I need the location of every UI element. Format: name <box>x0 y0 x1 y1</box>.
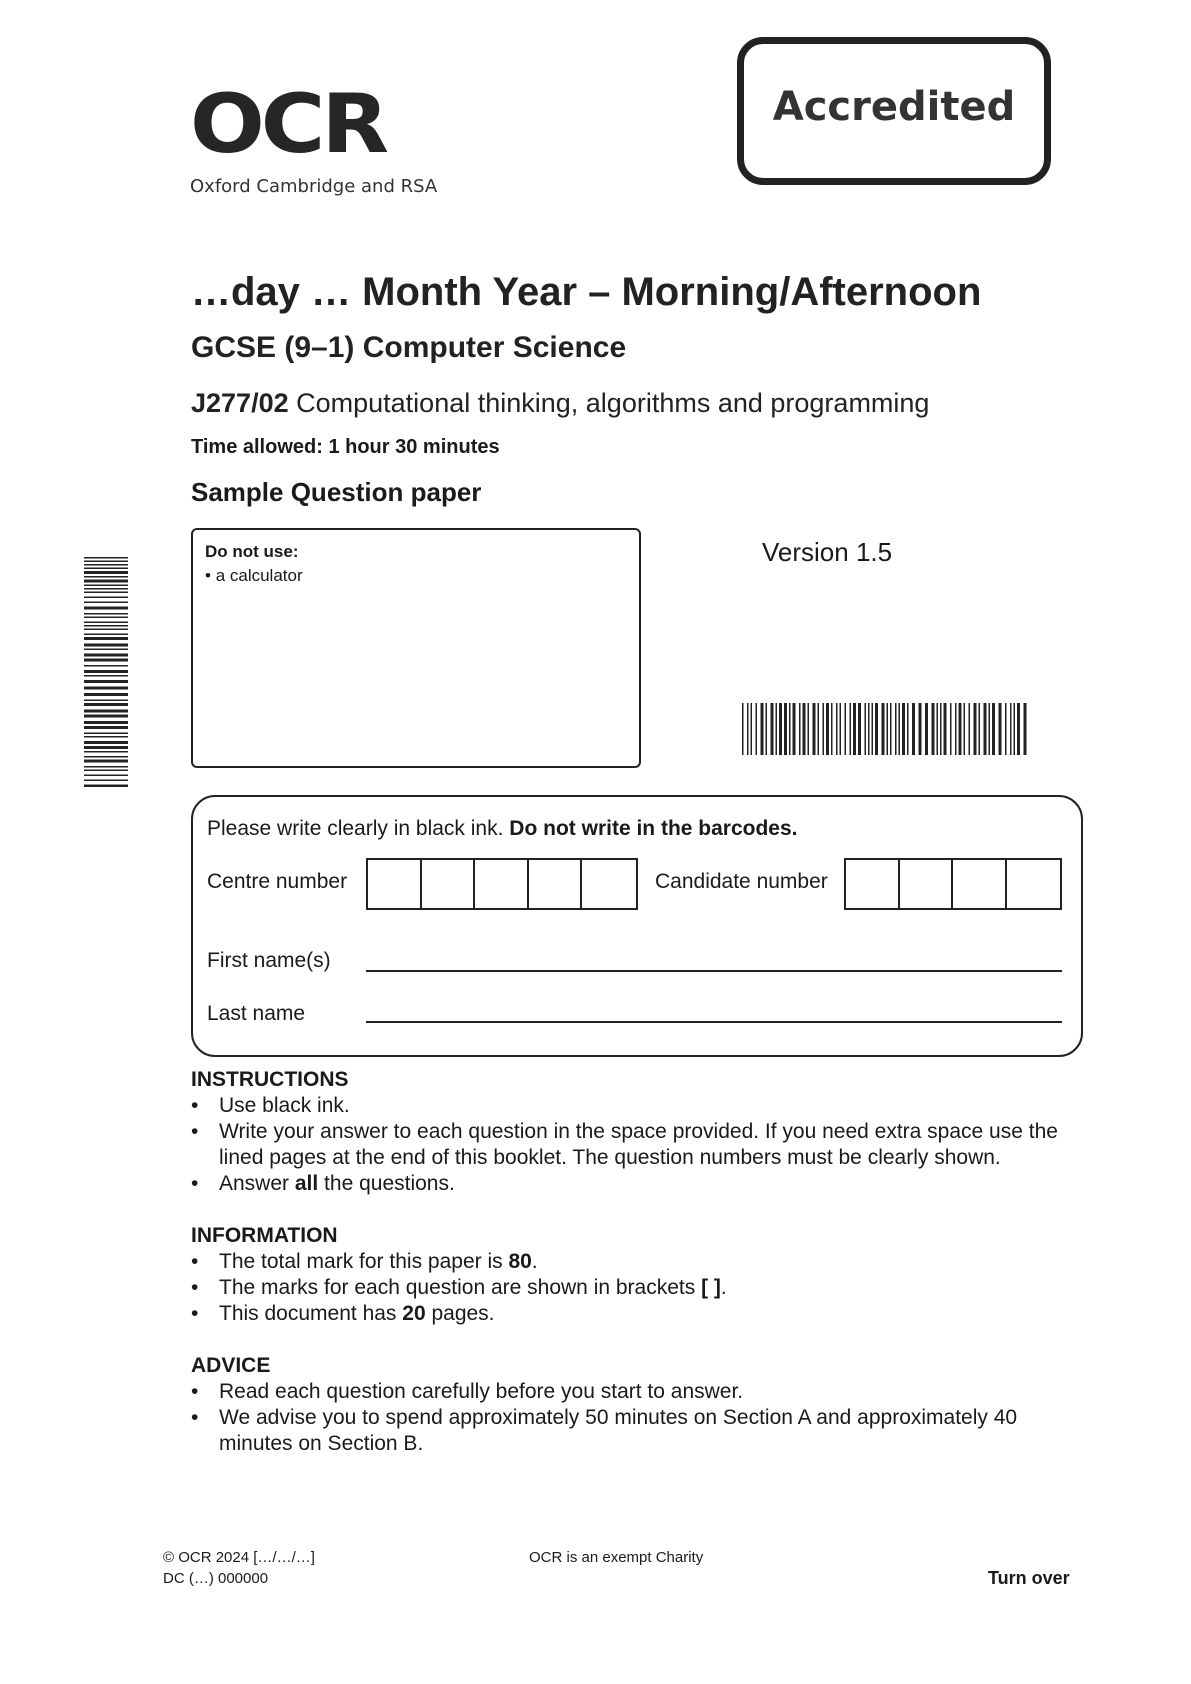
barcode-bar <box>799 703 801 755</box>
barcode-bar <box>989 703 991 755</box>
instruction-text: Answer <box>219 1172 295 1195</box>
barcode-bar <box>84 785 128 788</box>
barcode-bar <box>84 741 128 744</box>
candidate-instruction-text: Please write clearly in black ink. <box>207 817 504 840</box>
barcode-bar <box>875 703 878 755</box>
barcode-bar <box>808 703 810 755</box>
information-bold: [ ] <box>701 1276 721 1299</box>
barcode-bar <box>890 703 892 755</box>
barcode-bar <box>818 703 820 755</box>
do-not-use-item-text: a calculator <box>215 566 303 585</box>
information-bold: 20 <box>402 1302 426 1325</box>
candidate-digit-box[interactable] <box>953 860 1007 908</box>
barcode-bar <box>858 703 861 755</box>
candidate-number-label: Candidate number <box>655 870 828 893</box>
barcode-bar <box>925 703 928 755</box>
last-name-line[interactable] <box>366 1021 1062 1023</box>
barcode-bar <box>969 703 971 755</box>
barcode-bar <box>868 703 870 755</box>
barcode-bar <box>84 617 128 619</box>
barcode-bar <box>992 703 995 755</box>
barcode-bar <box>84 585 128 587</box>
barcode-bar <box>84 760 128 763</box>
last-name-label: Last name <box>207 1002 306 1025</box>
barcode-bar <box>907 703 909 755</box>
do-not-use-heading: Do not use: <box>205 542 299 561</box>
instructions-section <box>191 1067 1091 1197</box>
barcode-bar <box>840 703 842 755</box>
barcode-bar <box>789 703 791 755</box>
barcode-bar <box>84 597 128 599</box>
advice-heading: ADVICE <box>191 1354 271 1377</box>
barcode-bar <box>84 649 128 651</box>
barcode-bar <box>999 703 1002 755</box>
barcode-bar <box>84 568 128 570</box>
barcode-bar <box>974 703 977 755</box>
paper-line <box>191 388 929 419</box>
centre-digit-box[interactable] <box>582 860 636 908</box>
barcode-bar <box>84 622 128 624</box>
centre-digit-box[interactable] <box>368 860 422 908</box>
barcode-bar <box>1005 703 1007 755</box>
time-allowed: Time allowed: 1 hour 30 minutes <box>191 436 500 458</box>
centre-number-label: Centre number <box>207 870 348 893</box>
information-text: pages. <box>425 1302 495 1325</box>
do-not-use-box <box>191 528 641 768</box>
barcode-bar <box>803 703 806 755</box>
barcode-bar <box>84 703 128 706</box>
paper-barcode <box>742 703 1028 765</box>
barcode-bar <box>813 703 816 755</box>
barcode-bar <box>84 561 128 563</box>
logo-tagline: Oxford Cambridge and RSA <box>190 176 438 197</box>
barcode-bar <box>932 703 935 755</box>
barcode-bar <box>84 580 128 583</box>
barcode-bar <box>887 703 889 755</box>
barcode-bar <box>766 703 768 755</box>
candidate-instruction-bold: Do not write in the barcodes. <box>509 817 798 840</box>
barcode-bar <box>84 665 128 667</box>
barcode-bar <box>850 703 852 755</box>
barcode-bar <box>776 703 778 755</box>
barcode-bar <box>84 715 128 718</box>
barcode-bar <box>747 703 749 755</box>
information-item <box>191 1275 1091 1301</box>
barcode-bar <box>84 571 128 574</box>
information-text: . <box>531 1250 538 1273</box>
barcode-bar <box>84 564 128 566</box>
barcode-bar <box>823 703 825 755</box>
barcode-bar <box>84 629 128 631</box>
barcode-bar <box>84 592 128 594</box>
footer-copyright: © OCR 2024 […/…/…] <box>163 1549 315 1566</box>
footer-charity: OCR is an exempt Charity <box>529 1549 704 1566</box>
instruction-item: • Write your answer to each question in the space provided. If you need extra space use the lined pages at the end of this booklet. The question numbers must be clearly shown. <box>191 1119 1091 1171</box>
barcode-bar <box>84 654 128 657</box>
barcode-bar <box>865 703 867 755</box>
barcode-bar <box>937 703 939 755</box>
barcode-bar <box>84 687 128 690</box>
barcode-bar <box>84 710 128 713</box>
barcode-bar <box>984 703 987 755</box>
barcode-bar <box>84 576 128 578</box>
ocr-logo <box>190 76 460 197</box>
barcode-bar <box>793 703 796 755</box>
information-bold: 80 <box>508 1250 532 1273</box>
information-text: The marks for each question are shown in brackets <box>219 1276 702 1299</box>
barcode-bar <box>779 703 782 755</box>
information-item <box>191 1301 1091 1327</box>
barcode-bar <box>84 780 128 782</box>
barcode-bar <box>831 703 833 755</box>
barcode-bar <box>784 703 787 755</box>
barcode-bar <box>1014 703 1016 755</box>
information-text: . <box>720 1276 727 1299</box>
barcode-bar <box>751 703 753 755</box>
barcode-bar <box>84 693 128 696</box>
accredited-label: Accredited <box>772 84 1016 130</box>
barcode-bar <box>84 670 128 673</box>
barcode-bar <box>84 726 128 729</box>
qualification-title: GCSE (9–1) Computer Science <box>191 331 627 364</box>
barcode-bar <box>944 703 947 755</box>
information-section <box>191 1223 1091 1327</box>
barcode-bar <box>940 703 942 755</box>
barcode-bar <box>882 703 885 755</box>
version-label: Version 1.5 <box>762 537 893 567</box>
instruction-bold: all <box>294 1172 319 1195</box>
first-name-line[interactable] <box>366 970 1062 972</box>
barcode-bar <box>899 703 901 755</box>
barcode-bar <box>84 770 128 772</box>
advice-section <box>191 1353 1091 1457</box>
advice-item: • We advise you to spend approximately 50 minutes on Section A and approximately 40 minutes on Section B. <box>191 1405 1091 1457</box>
candidate-digit-box[interactable] <box>900 860 954 908</box>
barcode-bar <box>761 703 764 755</box>
centre-digit-box[interactable] <box>422 860 476 908</box>
paper-title: Computational thinking, algorithms and programming <box>296 388 930 418</box>
barcode-bar <box>84 659 128 662</box>
barcode-bar <box>84 644 128 647</box>
side-barcode <box>72 557 128 787</box>
advice-item: • Read each question carefully before you start to answer. <box>191 1379 1091 1405</box>
barcode-bar <box>826 703 829 755</box>
barcode-bar <box>845 703 847 755</box>
barcode-bar <box>84 751 128 753</box>
instructions-heading: INSTRUCTIONS <box>191 1068 349 1091</box>
barcode-bar <box>959 703 962 755</box>
barcode-bar <box>84 634 128 636</box>
date-line: …day … Month Year – Morning/Afternoon <box>191 270 982 314</box>
barcode-bar <box>84 557 128 559</box>
barcode-bar <box>84 746 128 749</box>
barcode-bar <box>84 613 128 615</box>
barcode-bar <box>1017 703 1020 755</box>
first-name-label: First name(s) <box>207 949 331 972</box>
instruction-item: • Use black ink. <box>191 1093 1091 1119</box>
centre-number-boxes[interactable] <box>366 858 638 910</box>
instruction-item <box>191 1171 1091 1197</box>
barcode-bar <box>84 637 128 640</box>
barcode-bar <box>979 703 981 755</box>
candidate-instruction <box>207 817 798 841</box>
accredited-badge <box>737 37 1051 185</box>
turn-over-label: Turn over <box>988 1568 1070 1588</box>
barcode-bar <box>84 736 128 738</box>
barcode-bar <box>84 602 128 604</box>
logo-mark: OCR <box>190 76 386 172</box>
centre-digit-box[interactable] <box>475 860 529 908</box>
barcode-bar <box>771 703 774 755</box>
barcode-bar <box>872 703 874 755</box>
barcode-bar <box>919 703 922 755</box>
barcode-bar <box>1024 703 1027 755</box>
footer-code: DC (…) 000000 <box>163 1570 269 1587</box>
barcode-bar <box>84 680 128 683</box>
barcode-bar <box>84 721 128 724</box>
barcode-bar <box>84 625 128 627</box>
information-text: The total mark for this paper is <box>219 1250 509 1273</box>
barcode-bar <box>912 703 915 755</box>
barcode-bar <box>84 775 128 777</box>
centre-digit-box[interactable] <box>529 860 583 908</box>
barcode-bar <box>84 607 128 610</box>
barcode-bar <box>1010 703 1012 755</box>
barcode-bar <box>84 700 128 702</box>
paper-type: Sample Question paper <box>191 477 482 507</box>
barcode-bar <box>742 703 744 755</box>
barcode-bar <box>84 756 128 758</box>
barcode-bar <box>895 703 897 755</box>
do-not-use-item: • a calculator <box>205 566 303 585</box>
information-text: This document has <box>219 1302 403 1325</box>
paper-code: J277/02 <box>191 388 289 418</box>
barcode-bar <box>836 703 838 755</box>
information-item <box>191 1249 1091 1275</box>
candidate-digit-box[interactable] <box>1007 860 1060 908</box>
instruction-text: the questions. <box>318 1172 455 1195</box>
information-heading: INFORMATION <box>191 1224 338 1247</box>
barcode-bar <box>950 703 952 755</box>
barcode-bar <box>84 766 128 768</box>
barcode-bar <box>84 733 128 735</box>
barcode-bar <box>84 675 128 677</box>
barcode-bar <box>902 703 905 755</box>
barcode-bar <box>756 703 758 755</box>
barcode-bar <box>853 703 856 755</box>
barcode-bar <box>955 703 957 755</box>
barcode-bar <box>964 703 966 755</box>
candidate-digit-box[interactable] <box>846 860 900 908</box>
candidate-number-boxes[interactable] <box>844 858 1062 910</box>
barcode-bar <box>84 588 128 590</box>
